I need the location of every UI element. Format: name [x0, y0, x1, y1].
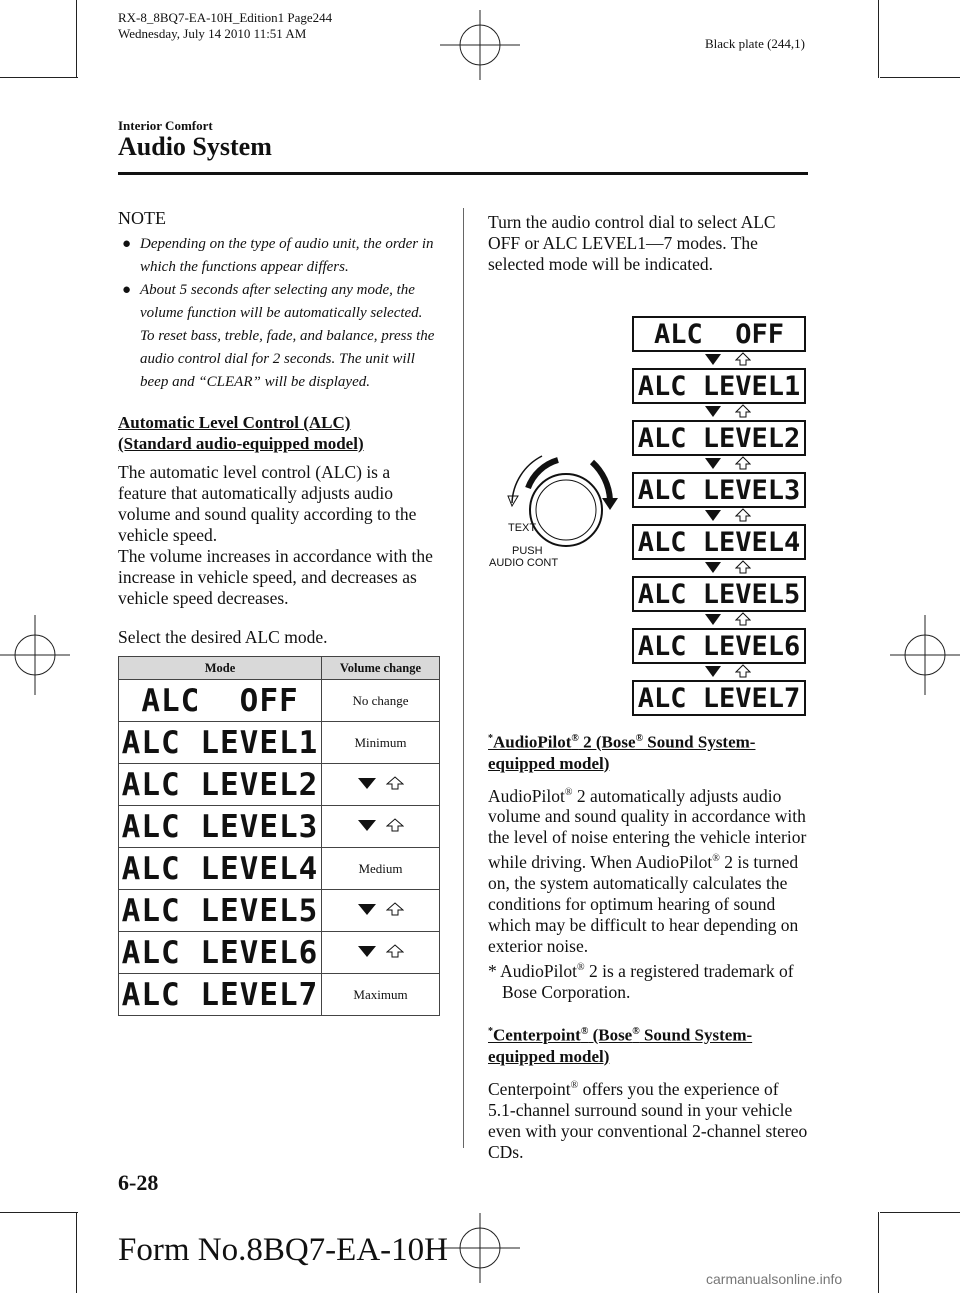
- left-column: [118, 208, 440, 1016]
- lcd-mode: ALC LEVEL6: [121, 934, 319, 971]
- audiopilot-trademark-note: * AudioPilot® 2 is a registered trademark of Bose Corporation.: [488, 961, 794, 1003]
- note-list: [118, 233, 440, 394]
- lcd-display: ALC LEVEL6: [632, 628, 806, 664]
- dial-audio-cont-label: AUDIO CONT: [489, 557, 559, 569]
- table-row: [119, 680, 440, 722]
- arrow-up-outline-icon: [735, 508, 751, 522]
- arrow-down-filled-icon: [705, 456, 721, 470]
- lcd-mode: ALC OFF: [141, 682, 299, 719]
- dial-push-label: PUSH: [512, 545, 543, 557]
- right-column-intro: [488, 212, 810, 289]
- arrow-up-outline-icon: [735, 612, 751, 626]
- column-divider: [463, 208, 464, 1148]
- title-rule: [118, 172, 808, 175]
- arrow-down-filled-icon: [705, 560, 721, 574]
- table-row: [119, 722, 440, 764]
- arrow-up-outline-icon: [386, 902, 404, 916]
- alc-heading: Automatic Level Control (ALC) (Standard audio-equipped model): [118, 413, 364, 453]
- step-arrows: [358, 776, 404, 790]
- alc-speed-description: The volume increases in accordance with the increase in vehicle speed, and decreases as vehicle speed decreases.: [118, 546, 433, 608]
- arrow-up-outline-icon: [735, 352, 751, 366]
- step-arrows: [632, 352, 808, 368]
- arrow-down-filled-icon: [705, 352, 721, 366]
- watermark-site: carmanualsonline.info: [706, 1271, 843, 1287]
- registration-mark-right: [890, 615, 960, 695]
- note-item: ● About 5 seconds after selecting any mode, the volume function will be automatically selected. To reset bass, treble, fade, and balance, press the audio control dial for 2 seconds. The unit will beep and “CLEAR” will be displayed.: [118, 279, 440, 394]
- dial-text-label: TEXT: [508, 522, 537, 534]
- arrow-down-filled-icon: [358, 944, 376, 958]
- lcd-mode: ALC LEVEL7: [121, 976, 319, 1013]
- table-row: [119, 932, 440, 974]
- lcd-display: ALC OFF: [632, 316, 806, 352]
- print-timestamp: Wednesday, July 14 2010 11:51 AM: [118, 26, 307, 41]
- arrow-up-outline-icon: [386, 776, 404, 790]
- step-arrows: [358, 944, 404, 958]
- volume-change: Medium: [322, 848, 440, 890]
- arrow-down-filled-icon: [358, 902, 376, 916]
- right-column-lower: [488, 728, 810, 1177]
- lcd-display: ALC LEVEL2: [632, 420, 806, 456]
- crop-mark: [880, 1212, 960, 1213]
- registration-mark-top: [440, 10, 520, 80]
- volume-change: Minimum: [322, 722, 440, 764]
- table-row: [119, 848, 440, 890]
- lcd-display: ALC LEVEL3: [632, 472, 806, 508]
- page-number: 6-28: [118, 1170, 159, 1195]
- audiopilot-heading: *AudioPilot® 2 (Bose® Sound System- equipped model): [488, 732, 756, 773]
- crop-mark: [878, 1212, 879, 1293]
- crop-mark: [880, 77, 960, 78]
- crop-mark: [0, 77, 78, 78]
- crop-mark: [76, 0, 77, 78]
- bullet-icon: ●: [122, 282, 132, 298]
- arrow-down-filled-icon: [358, 818, 376, 832]
- crop-mark: [76, 1212, 77, 1293]
- step-arrows: [358, 902, 404, 916]
- step-arrows: [632, 456, 808, 472]
- alc-mode-ladder: [632, 316, 808, 716]
- volume-change: Maximum: [322, 974, 440, 1016]
- plate-info: Black plate (244,1): [705, 36, 805, 51]
- table-row: [119, 764, 440, 806]
- lcd-mode: ALC LEVEL5: [121, 892, 319, 929]
- lcd-display: ALC LEVEL7: [632, 680, 806, 716]
- step-arrows: [632, 612, 808, 628]
- note-title: NOTE: [118, 208, 166, 228]
- lcd-mode: ALC LEVEL2: [121, 766, 319, 803]
- lcd-display: ALC LEVEL4: [632, 524, 806, 560]
- form-number: Form No.8BQ7-EA-10H: [118, 1232, 448, 1268]
- table-header-volume: Volume change: [322, 657, 440, 680]
- registration-mark-bottom: [440, 1213, 520, 1283]
- page-title: Audio System: [118, 132, 272, 161]
- step-arrows: [632, 404, 808, 420]
- arrow-down-filled-icon: [358, 776, 376, 790]
- arrow-down-filled-icon: [705, 404, 721, 418]
- table-row: [119, 974, 440, 1016]
- step-arrows: [358, 818, 404, 832]
- centerpoint-description: Centerpoint® offers you the experience of 5.1-channel surround sound in your vehicle even with your conventional 2-channel stereo CDs.: [488, 1078, 808, 1162]
- alc-mode-table: [118, 656, 440, 1016]
- volume-change: No change: [322, 680, 440, 722]
- file-info: RX-8_8BQ7-EA-10H_Edition1 Page244: [118, 10, 333, 25]
- lcd-display: ALC LEVEL5: [632, 576, 806, 612]
- arrow-up-outline-icon: [386, 944, 404, 958]
- arrow-up-outline-icon: [735, 456, 751, 470]
- arrow-down-filled-icon: [705, 612, 721, 626]
- arrow-up-outline-icon: [386, 818, 404, 832]
- section-label: Interior Comfort: [118, 118, 213, 133]
- lcd-mode: ALC LEVEL4: [121, 850, 319, 887]
- registration-mark-left: [0, 615, 70, 695]
- note-item: ● Depending on the type of audio unit, the order in which the functions appear differs.: [118, 233, 440, 279]
- table-header-mode: Mode: [119, 657, 322, 680]
- alc-select-text: Select the desired ALC mode.: [118, 627, 328, 647]
- step-arrows: [632, 560, 808, 576]
- bullet-icon: ●: [122, 236, 132, 252]
- arrow-down-filled-icon: [705, 664, 721, 678]
- audiopilot-description: AudioPilot® 2 automatically adjusts audio volume and sound quality in accordance with the level of noise entering the vehicle interior while driving. When AudioPilot® 2 is turned on, the system automatically calculates the conditions for optimum hearing of sound which may be difficult to hear depending on exterior noise.: [488, 785, 807, 957]
- centerpoint-heading: *Centerpoint® (Bose® Sound System- equipped model): [488, 1025, 753, 1066]
- dial-instruction: Turn the audio control dial to select ALC OFF or ALC LEVEL1―7 modes. The selected mode will be indicated.: [488, 212, 776, 274]
- arrow-down-filled-icon: [705, 508, 721, 522]
- lcd-mode: ALC LEVEL1: [121, 724, 319, 761]
- crop-mark: [0, 1212, 78, 1213]
- step-arrows: [632, 664, 808, 680]
- crop-mark: [878, 0, 879, 78]
- table-row: [119, 806, 440, 848]
- lcd-mode: ALC LEVEL3: [121, 808, 319, 845]
- arrow-up-outline-icon: [735, 404, 751, 418]
- arrow-up-outline-icon: [735, 560, 751, 574]
- arrow-up-outline-icon: [735, 664, 751, 678]
- lcd-display: ALC LEVEL1: [632, 368, 806, 404]
- table-row: [119, 890, 440, 932]
- step-arrows: [632, 508, 808, 524]
- alc-description: The automatic level control (ALC) is a feature that automatically adjusts audio volume and sound quality according to the vehicle speed.: [118, 462, 417, 545]
